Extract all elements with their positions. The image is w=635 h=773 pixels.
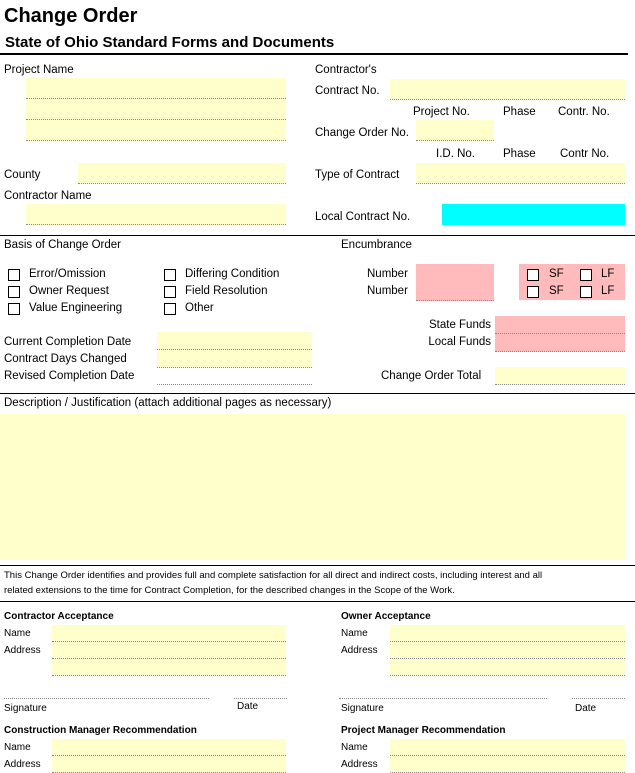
id-no-label: I.D. No. bbox=[436, 148, 475, 160]
owner-signature-line[interactable] bbox=[339, 698, 547, 699]
change-order-total-field[interactable] bbox=[495, 367, 625, 385]
section-divider-1 bbox=[0, 235, 635, 236]
header-divider bbox=[0, 53, 628, 55]
local-funds-field[interactable] bbox=[495, 334, 625, 352]
contractor-date-line[interactable] bbox=[234, 698, 287, 699]
error-omission-label: Error/Omission bbox=[29, 268, 106, 280]
pm-name-field[interactable] bbox=[390, 739, 625, 756]
contractor-name-sig-label: Name bbox=[4, 628, 31, 639]
contract-days-label: Contract Days Changed bbox=[4, 353, 127, 365]
county-field[interactable] bbox=[78, 163, 286, 184]
section-divider-3 bbox=[0, 565, 635, 566]
change-order-no-field[interactable] bbox=[416, 120, 494, 141]
contr-no-label: Contr. No. bbox=[558, 106, 610, 118]
phase2-label: Phase bbox=[503, 148, 536, 160]
contractor-address-label: Address bbox=[4, 645, 41, 656]
encumbrance-number-field-2[interactable] bbox=[416, 282, 494, 301]
state-funds-label: State Funds bbox=[428, 319, 491, 331]
phase-label: Phase bbox=[503, 106, 536, 118]
current-completion-field[interactable] bbox=[157, 332, 312, 350]
project-name-field-1[interactable] bbox=[26, 78, 286, 99]
owner-request-label: Owner Request bbox=[29, 285, 109, 297]
sf-label-2: SF bbox=[549, 285, 564, 297]
contract-days-field[interactable] bbox=[157, 350, 312, 368]
sf-checkbox-2[interactable] bbox=[527, 286, 539, 298]
contractor-name-label: Contractor Name bbox=[4, 190, 92, 202]
contractor-signature-label: Signature bbox=[4, 703, 47, 714]
encumbrance-number-label-2: Number bbox=[367, 285, 408, 297]
project-no-label: Project No. bbox=[413, 106, 470, 118]
differing-condition-label: Differing Condition bbox=[185, 268, 280, 280]
contractor-name-field[interactable] bbox=[26, 204, 286, 225]
revised-completion-label: Revised Completion Date bbox=[4, 370, 135, 382]
owner-date-line[interactable] bbox=[572, 698, 625, 699]
statement-line-2: related extensions to the time for Contract Completion, for the described changes in the Scope of the Work. bbox=[4, 585, 455, 596]
type-of-contract-field[interactable] bbox=[416, 163, 625, 184]
contractor-address-field-1[interactable] bbox=[52, 642, 286, 659]
contractor-acceptance-title: Contractor Acceptance bbox=[4, 611, 114, 622]
value-engineering-checkbox[interactable] bbox=[8, 303, 20, 315]
cm-recommendation-title: Construction Manager Recommendation bbox=[4, 725, 197, 736]
pm-address-field[interactable] bbox=[390, 756, 625, 773]
local-contract-no-label: Local Contract No. bbox=[315, 211, 411, 223]
county-label: County bbox=[4, 169, 41, 181]
contractor-acceptance-name-field[interactable] bbox=[52, 625, 286, 642]
owner-address-label: Address bbox=[341, 645, 378, 656]
section-divider-4 bbox=[0, 601, 635, 602]
local-funds-label: Local Funds bbox=[428, 336, 491, 348]
current-completion-label: Current Completion Date bbox=[4, 336, 132, 348]
state-funds-field[interactable] bbox=[495, 316, 625, 334]
field-resolution-label: Field Resolution bbox=[185, 285, 268, 297]
owner-signature-label: Signature bbox=[341, 703, 384, 714]
lf-checkbox-1[interactable] bbox=[580, 269, 592, 281]
section-divider-2 bbox=[0, 393, 635, 394]
owner-request-checkbox[interactable] bbox=[8, 286, 20, 298]
change-order-no-label: Change Order No. bbox=[315, 127, 409, 139]
pm-name-label: Name bbox=[341, 742, 368, 753]
owner-address-field-2[interactable] bbox=[390, 659, 625, 676]
field-resolution-checkbox[interactable] bbox=[164, 286, 176, 298]
sf-label-1: SF bbox=[549, 268, 564, 280]
description-label: Description / Justification (attach additional pages as necessary) bbox=[4, 397, 332, 409]
encumbrance-title: Encumbrance bbox=[341, 239, 412, 251]
basis-title: Basis of Change Order bbox=[4, 239, 121, 251]
contractors-label: Contractor's bbox=[315, 64, 377, 76]
pm-address-label: Address bbox=[341, 759, 378, 770]
cm-name-label: Name bbox=[4, 742, 31, 753]
sf-checkbox-1[interactable] bbox=[527, 269, 539, 281]
type-of-contract-label: Type of Contract bbox=[315, 169, 400, 181]
project-name-field-3[interactable] bbox=[26, 120, 286, 141]
contract-no-field[interactable] bbox=[390, 79, 625, 100]
local-contract-no-field[interactable] bbox=[442, 204, 625, 225]
revised-completion-field[interactable] bbox=[157, 384, 312, 385]
owner-acceptance-title: Owner Acceptance bbox=[341, 611, 431, 622]
form-title: Change Order bbox=[4, 5, 138, 27]
other-label: Other bbox=[185, 302, 214, 314]
contr-no2-label: Contr No. bbox=[560, 148, 610, 160]
owner-date-label: Date bbox=[575, 703, 597, 714]
cm-address-label: Address bbox=[4, 759, 41, 770]
form-subtitle: State of Ohio Standard Forms and Documents bbox=[5, 34, 335, 51]
cm-address-field[interactable] bbox=[52, 756, 286, 773]
change-order-total-label: Change Order Total bbox=[381, 370, 482, 382]
differing-condition-checkbox[interactable] bbox=[164, 269, 176, 281]
contract-no-label: Contract No. bbox=[315, 85, 380, 97]
contractor-address-field-2[interactable] bbox=[52, 659, 286, 676]
owner-address-field-1[interactable] bbox=[390, 642, 625, 659]
other-checkbox[interactable] bbox=[164, 303, 176, 315]
encumbrance-number-field-1[interactable] bbox=[416, 264, 494, 283]
owner-name-sig-label: Name bbox=[341, 628, 368, 639]
cm-name-field[interactable] bbox=[52, 739, 286, 756]
lf-label-2: LF bbox=[601, 285, 615, 297]
value-engineering-label: Value Engineering bbox=[29, 302, 123, 314]
project-name-label: Project Name bbox=[4, 64, 74, 76]
pm-recommendation-title: Project Manager Recommendation bbox=[341, 725, 506, 736]
project-name-field-2[interactable] bbox=[26, 99, 286, 120]
owner-acceptance-name-field[interactable] bbox=[390, 625, 625, 642]
contractor-signature-line[interactable] bbox=[4, 698, 209, 699]
statement-line-1: This Change Order identifies and provides full and complete satisfaction for all direct and indirect costs, including interest and all bbox=[4, 570, 543, 581]
description-field[interactable] bbox=[0, 414, 625, 560]
encumbrance-number-label-1: Number bbox=[367, 268, 408, 280]
error-omission-checkbox[interactable] bbox=[8, 269, 20, 281]
lf-checkbox-2[interactable] bbox=[580, 286, 592, 298]
contractor-date-label: Date bbox=[237, 701, 259, 712]
lf-label-1: LF bbox=[601, 268, 615, 280]
